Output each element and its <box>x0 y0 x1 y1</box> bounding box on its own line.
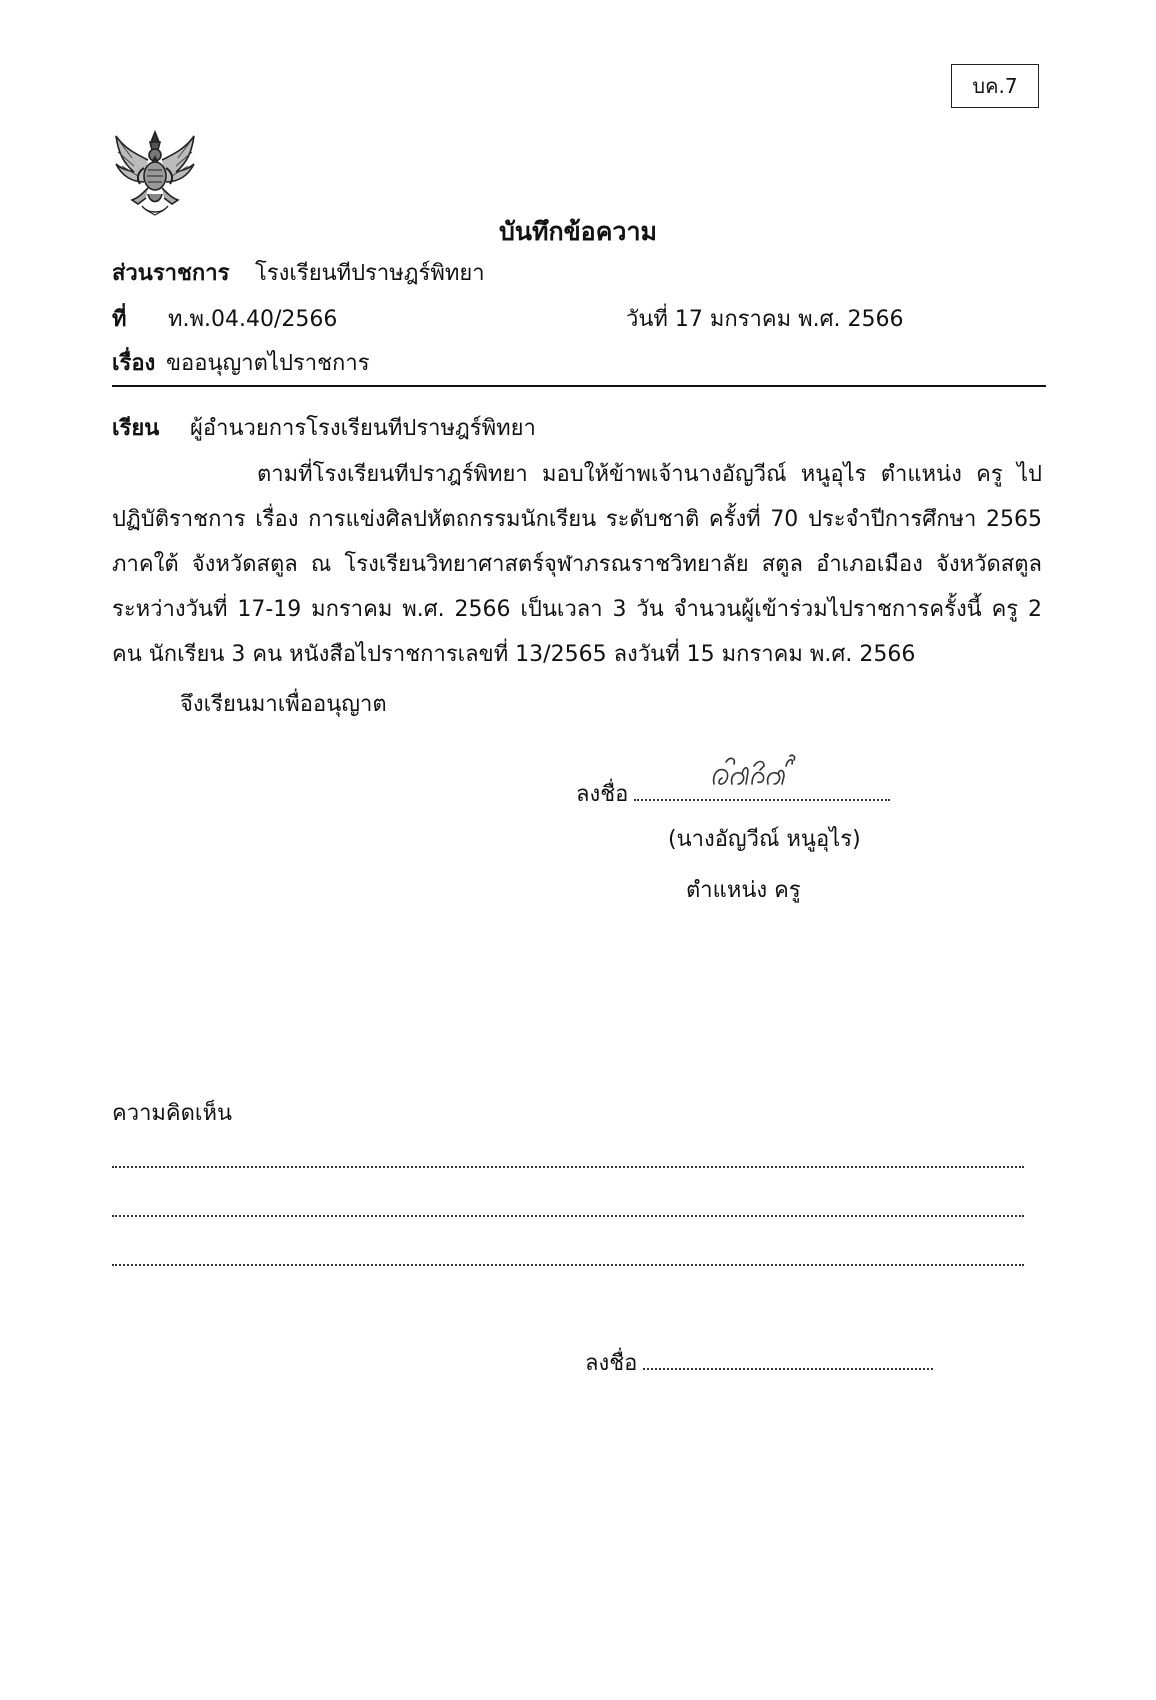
form-code: บค.7 <box>972 74 1018 98</box>
opinion-line-3 <box>112 1264 1024 1266</box>
reference-number: ท.พ.04.40/2566 <box>168 307 338 332</box>
salutation-recipient: ผู้อำนวยการโรงเรียนทีปราษฎร์พิทยา <box>190 416 536 441</box>
signature-dotted-line <box>634 798 890 801</box>
signer-position: ตำแหน่ง ครู <box>686 878 801 903</box>
document-title: บันทึกข้อความ <box>499 217 657 246</box>
signer-name: (นางอัญวีณ์ หนูอุไร) <box>668 827 861 852</box>
approver-dotted-line <box>643 1367 933 1370</box>
reference-label: ที่ <box>112 307 127 332</box>
garuda-emblem-icon <box>112 128 198 216</box>
salutation-label: เรียน <box>112 416 160 441</box>
subject-value: ขออนุญาตไปราชการ <box>166 351 370 376</box>
opinion-line-1 <box>112 1166 1024 1168</box>
signature-sign-label: ลงชื่อ <box>576 782 629 807</box>
agency-label: ส่วนราชการ <box>112 261 230 286</box>
opinion-line-2 <box>112 1215 1024 1217</box>
header-divider <box>112 385 1046 387</box>
form-code-box <box>951 64 1039 108</box>
subject-label: เรื่อง <box>112 351 156 376</box>
opinion-label: ความคิดเห็น <box>112 1101 232 1126</box>
agency-value: โรงเรียนทีปราษฎร์พิทยา <box>255 261 485 286</box>
handwritten-signature <box>708 752 800 794</box>
closing-line: จึงเรียนมาเพื่ออนุญาต <box>180 692 387 717</box>
body-paragraph <box>112 452 1042 677</box>
approver-signature-line <box>585 1345 933 1380</box>
document-date: วันที่ 17 มกราคม พ.ศ. 2566 <box>626 307 904 332</box>
approver-sign-label: ลงชื่อ <box>585 1351 638 1376</box>
body-text: ตามที่โรงเรียนทีปราฎร์พิทยา มอบให้ข้าพเจ้านางอัญวีณ์ หนูอุไร ตำแหน่ง ครู ไปปฏิบัติราชการ เรื่อง การแข่งศิลปหัตถกรรมนักเรียน ระดับชาติ ครั้งที่ 70 ประจำปีการศึกษา 2565 ภาคใต้ จังหวัดสตูล ณ โรงเรียนวิทยาศาสตร์จุฬาภรณราชวิทยาลัย สตูล อำเภอเมือง จังหวัดสตูล ระหว่างวันที่ 17-19 มกราคม พ.ศ. 2566 เป็นเวลา 3 วัน จำนวนผู้เข้าร่วมไปราชการครั้งนี้ ครู 2 คน นักเรียน 3 คน หนังสือไปราชการเลขที่ 13/2565 ลงวันที่ 15 มกราคม พ.ศ. 2566 <box>112 462 1042 667</box>
